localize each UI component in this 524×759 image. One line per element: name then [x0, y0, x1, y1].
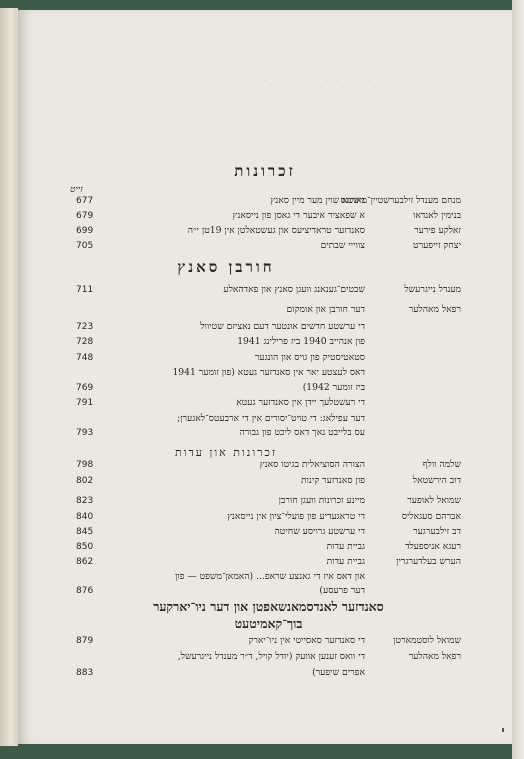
entry-title: הצורה הסוציאלית בגיטו סאנץ	[259, 459, 365, 470]
page-number: 840	[76, 512, 94, 522]
page-number: 862	[76, 557, 94, 567]
entry-title: די ערשטע חדשים אונטער דעם נאציזם שטיוול	[200, 321, 365, 332]
bleed-through-text: · · · · · · · · · · · · ·	[263, 76, 393, 87]
facing-page-edge	[0, 8, 18, 746]
entry-title: מיינע זכרונות וועגן חורבן	[278, 495, 365, 506]
toc-row[interactable]	[76, 525, 461, 539]
toc-row[interactable]	[76, 494, 461, 508]
section-heading-line: בוך־קאמיטעט	[234, 616, 303, 631]
entry-title: דער חורבן און אומקום	[286, 304, 365, 315]
entry-author: יצחק זייפערט	[413, 240, 461, 251]
page-number: 876	[76, 586, 94, 596]
entry-title: שבטים־גענאנג וועגן סאנץ און פאדהאלע	[223, 284, 365, 295]
toc-row[interactable]	[76, 335, 461, 349]
page-number: 791	[76, 398, 94, 408]
toc-row[interactable]	[76, 303, 461, 317]
entry-title: די וואס זענען אוועק (יודל קויל, ד״ר מענדל נייגרעשל,	[177, 651, 365, 662]
entry-author: רפאל מאהלער	[408, 651, 461, 662]
page-number: 769	[76, 383, 94, 393]
entry-title: גביית עדות	[326, 541, 365, 552]
section-heading	[76, 598, 461, 632]
entry-author: הערש בעלדערגרין	[396, 556, 461, 567]
section-heading-line: סאנדזער לאנדסמאנשאפטן און דער ניו־יארקער	[153, 599, 384, 614]
page-number: 793	[76, 428, 94, 438]
page-number: 850	[76, 542, 94, 552]
entry-author: מענדל נייגרעשל	[404, 284, 461, 295]
page-number: 711	[76, 285, 94, 295]
toc-row[interactable]	[76, 555, 461, 569]
page-number: 723	[76, 322, 94, 332]
entry-title: די טראגעדיע פון פועלי־ציון אין נייסאנץ	[227, 511, 365, 522]
entry-title: די רעשטלעך יידן אין סאנדזער געטא	[236, 397, 365, 408]
page-number: 802	[76, 476, 94, 486]
page-number: 677	[76, 196, 94, 206]
entry-title: סטאטיסטיק פון גויס און הונגער	[254, 352, 365, 363]
page-number: 728	[76, 337, 94, 347]
page-mark	[502, 728, 504, 732]
entry-title: פון סאנדזער קינות	[300, 475, 365, 486]
toc-row[interactable]	[76, 634, 461, 648]
toc-row[interactable]	[76, 412, 461, 426]
entry-title: א שפאציר איבער די גאסן פון נייסאנץ	[232, 210, 365, 221]
page-number: 748	[76, 353, 94, 363]
section-heading: חורבן סאנץ	[177, 258, 275, 276]
toc-row[interactable]	[76, 396, 461, 410]
page-number: 679	[76, 211, 94, 221]
toc-row[interactable]	[76, 540, 461, 554]
entry-author: זאלקע פירער	[414, 225, 461, 236]
toc-row[interactable]	[76, 666, 461, 680]
page-number: 798	[76, 460, 94, 470]
section-heading: זכרונות און עדות	[174, 446, 277, 459]
entry-title: צווייי שבתים	[320, 240, 365, 251]
entry-title: פון אנהייב 1940 ביז פרילינג 1941	[237, 336, 365, 347]
entry-title: די סאנדזער סאסייטי אין ניו־יארק	[248, 635, 365, 646]
entry-title: סאנדזער טראדיציעס און געשטאלטן אין 19טן י״ה	[187, 225, 365, 236]
toc-row[interactable]	[76, 381, 461, 395]
book-spine	[512, 0, 524, 759]
page-number: 705	[76, 241, 94, 251]
entry-title: נישטא שוין מער מיין סאנץ	[270, 195, 365, 206]
toc-row[interactable]	[76, 474, 461, 488]
page-number: 879	[76, 636, 94, 646]
toc-row[interactable]	[76, 351, 461, 365]
entry-title: אפרים שיפער)	[312, 667, 365, 678]
entry-title: עס בלייבט נאך דאס ליכט פון גבורה	[239, 427, 365, 438]
entry-author: מנחם מענדל זילבערשטיין־מארגנס	[340, 195, 461, 206]
toc-row[interactable]	[76, 366, 461, 380]
toc-row[interactable]	[76, 239, 461, 253]
toc-row[interactable]	[76, 194, 461, 208]
entry-author: דוב הירשטאל	[412, 475, 461, 486]
entry-title: און דאס איז די גאנצע שראפ... (האמאן־משפט — פון	[175, 571, 365, 582]
book-page	[18, 10, 512, 744]
entry-title: גביית עדות	[326, 556, 365, 567]
entry-author: רעגא אניספעלד	[404, 541, 461, 552]
page-number: 823	[76, 496, 94, 506]
toc-row[interactable]	[76, 510, 461, 524]
entry-title: די ערשטע גרויסע שחיטה	[274, 526, 365, 537]
toc-row[interactable]	[76, 458, 461, 472]
toc-row[interactable]	[76, 209, 461, 223]
entry-author: שמואל לאופער	[407, 495, 461, 506]
entry-author: שמואל לוסטמארטן	[393, 635, 461, 646]
entry-author: שלמה וולף	[422, 459, 461, 470]
entry-author: רפאל מאהלער	[408, 304, 461, 315]
toc-row[interactable]	[76, 320, 461, 334]
entry-title: דער פרעסע)	[319, 585, 365, 596]
page-title: זכרונות	[234, 162, 296, 180]
page-column-label: זייט	[70, 185, 83, 195]
entry-title: ביז זומער 1942)	[302, 382, 365, 393]
page-number: 845	[76, 527, 94, 537]
page-number: 699	[76, 226, 94, 236]
toc-row[interactable]	[76, 570, 461, 584]
entry-title: דאס לעצטע יאר אין סאנדזער געטא (פון זומער 1941	[172, 367, 365, 378]
toc-row[interactable]	[76, 283, 461, 297]
page-number: 883	[76, 668, 94, 678]
entry-author: דב זילבערגער	[413, 526, 461, 537]
toc-row[interactable]	[76, 426, 461, 440]
toc-row[interactable]	[76, 224, 461, 238]
entry-author: בנימין לאנדאו	[412, 210, 461, 221]
entry-author: אברהם סעגאליס	[401, 511, 461, 522]
toc-row[interactable]	[76, 650, 461, 664]
toc-row[interactable]	[76, 584, 461, 598]
entry-title: דער עפילאג: די טויט־יסורים אין די ארבעטס־לאגערן;	[177, 413, 365, 424]
